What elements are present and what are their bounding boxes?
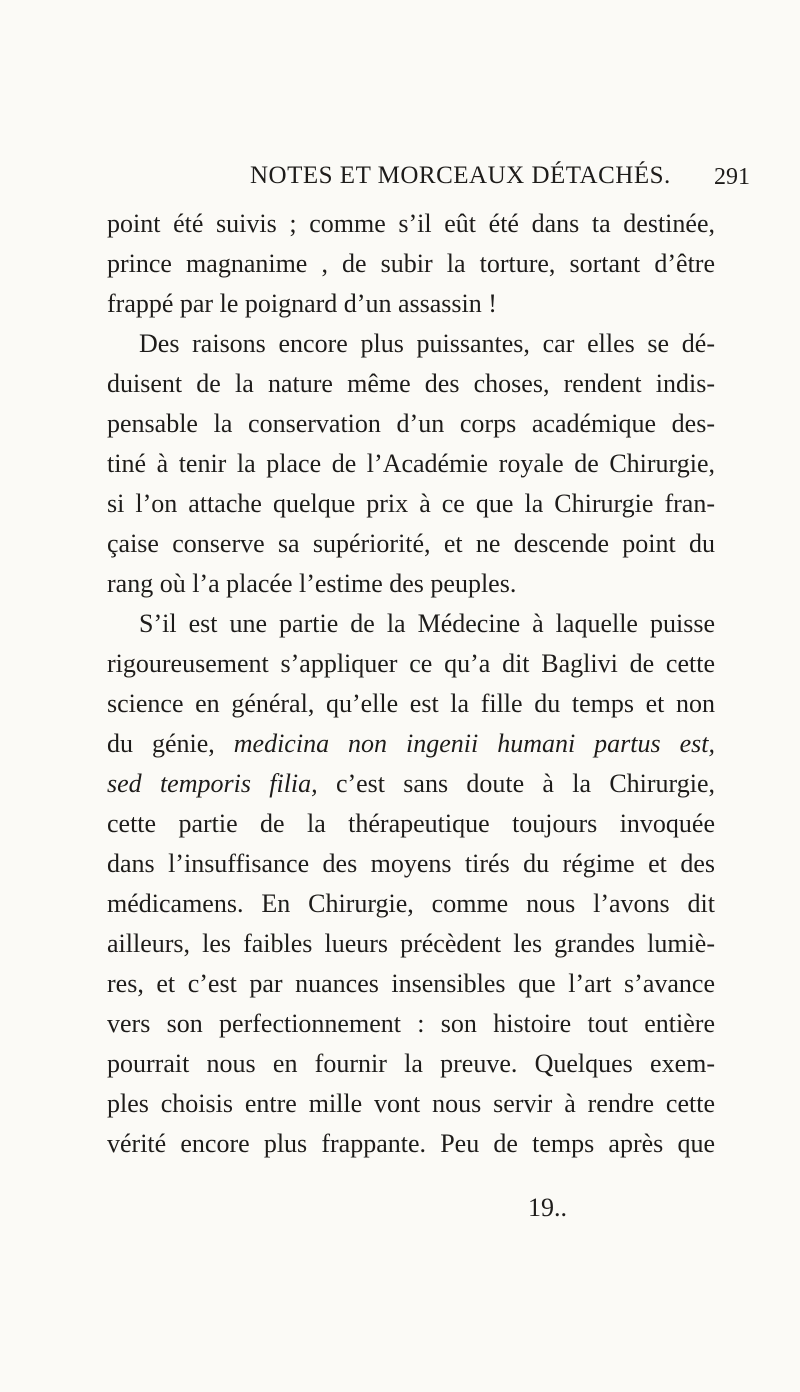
page-header <box>250 162 750 196</box>
text-line: vérité encore plus frappante. Peu de temps après que <box>107 1129 715 1158</box>
text-line: Des raisons encore plus puissantes, car elles se dé- <box>139 329 715 358</box>
text-line: çaise conserve sa supériorité, et ne descende point du <box>107 529 715 558</box>
text-line-mixed <box>107 764 715 804</box>
text-line: duisent de la nature même des choses, rendent indis- <box>107 369 715 398</box>
text-line: tiné à tenir la place de l’Académie royale de Chirurgie, <box>107 449 715 478</box>
text-line: rigoureusement s’appliquer ce qu’a dit Baglivi de cette <box>107 649 715 678</box>
text-line: pourrait nous en fournir la preuve. Quelques exem- <box>107 1049 715 1078</box>
text-line: point été suivis ; comme s’il eût été dans ta destinée, <box>107 209 715 238</box>
text-segment: du génie, <box>107 729 215 758</box>
text-line-mixed <box>107 724 715 764</box>
body-text <box>107 204 715 1164</box>
text-line: S’il est une partie de la Médecine à laquelle puisse <box>139 609 715 638</box>
text-line: cette partie de la thérapeutique toujours invoquée <box>107 809 715 838</box>
text-line: pensable la conservation d’un corps académique des- <box>107 409 715 438</box>
text-line: res, et c’est par nuances insensibles que l’art s’avance <box>107 969 715 998</box>
text-line: frappé par le poignard d’un assassin ! <box>107 289 497 318</box>
text-line: dans l’insuffisance des moyens tirés du régime et des <box>107 849 715 878</box>
text-line: science en général, qu’elle est la fille du temps et non <box>107 689 715 718</box>
signature-mark: 19.. <box>528 1193 567 1222</box>
latin-quotation: sed temporis filia, <box>107 769 318 798</box>
latin-quotation: medicina non ingenii humani partus est, <box>233 729 715 758</box>
text-line: vers son perfectionnement : son histoire tout entière <box>107 1009 715 1038</box>
text-line: si l’on attache quelque prix à ce que la Chirurgie fran- <box>107 489 715 518</box>
text-line: rang où l’a placée l’estime des peuples. <box>107 569 517 598</box>
text-line: médicamens. En Chirurgie, comme nous l’avons dit <box>107 889 715 918</box>
text-line: prince magnanime , de subir la torture, sortant d’être <box>107 249 715 278</box>
text-line: ailleurs, les faibles lueurs précèdent les grandes lumiè- <box>107 929 715 958</box>
running-head: NOTES ET MORCEAUX DÉTACHÉS. <box>250 162 671 189</box>
text-line: ples choisis entre mille vont nous servir à rendre cette <box>107 1089 715 1118</box>
text-segment: c’est sans doute à la Chirurgie, <box>335 769 715 798</box>
page-number: 291 <box>714 164 750 190</box>
